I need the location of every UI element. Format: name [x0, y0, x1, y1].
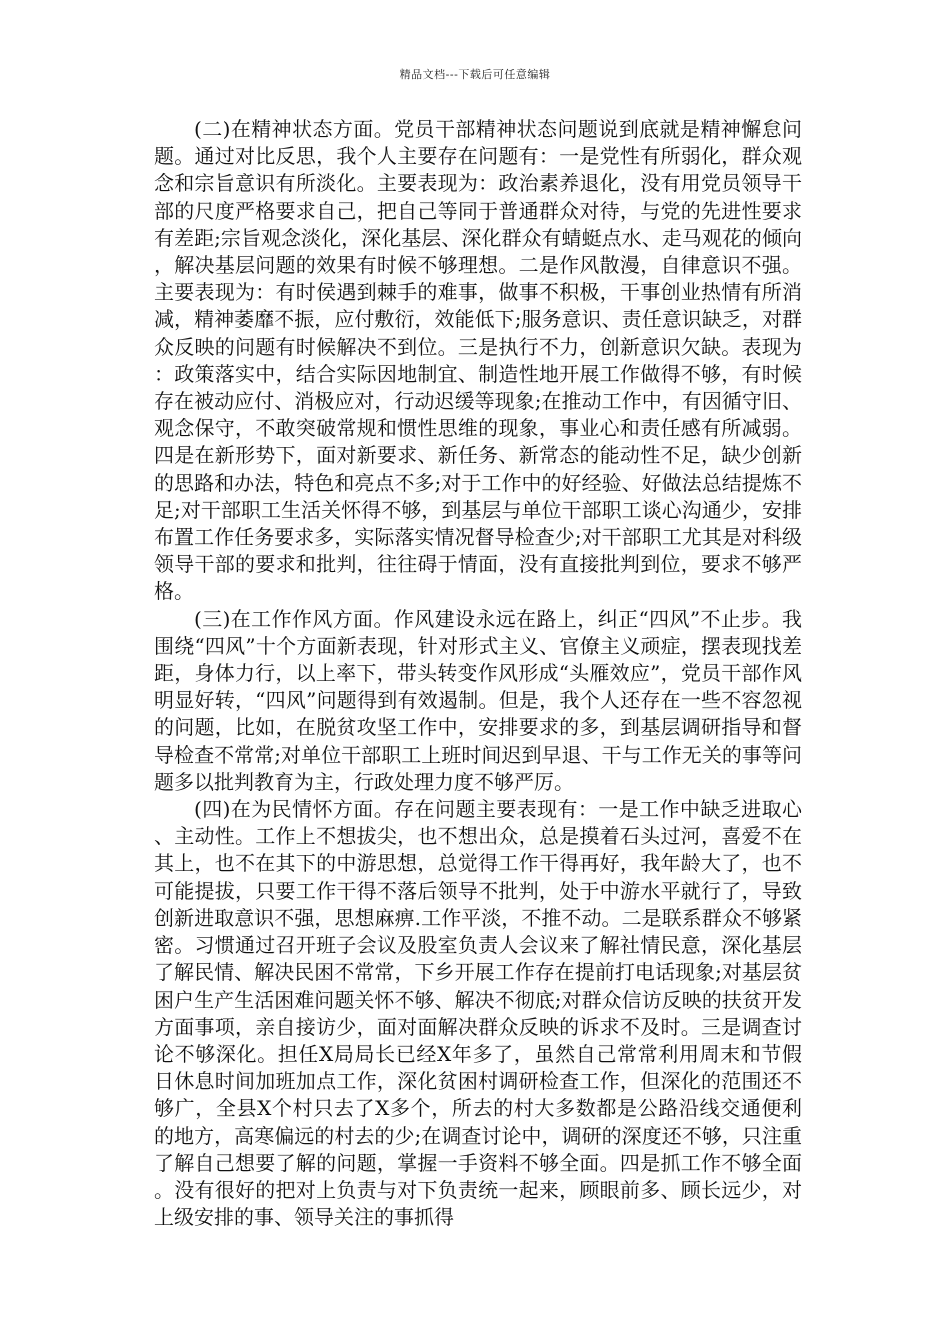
paragraph-work-style: (三)在工作作风方面。作风建设永远在路上，纠正“四风”不止步。我围绕“四风”十个方面新表现，针对形式主义、官僚主义顽症，摆表现找差距，身体力行，以上率下，带头转变作风形成“头雁效应”，党员干部作风明显好转，“四风”问题得到有效遏制。但是，我个人还存在一些不容忽视的问题，比如，在脱贫攻坚工作中，安排要求的多，到基层调研指导和督导检查不常常;对单位干部职工上班时间迟到早退、干与工作无关的事等问题多以批判教育为主，行政处理力度不够严厉。 [154, 606, 802, 794]
document-body [154, 116, 802, 1231]
paragraph-people-concern: (四)在为民情怀方面。存在问题主要表现有：一是工作中缺乏进取心、主动性。工作上不想拔尖，也不想出众，总是摸着石头过河，喜爱不在其上，也不在其下的中游思想，总觉得工作干得再好，我年龄大了，也不可能提拔，只要工作干得不落后领导不批判，处于中游水平就行了，导致创新进取意识不强，思想麻痹.工作平淡，不推不动。二是联系群众不够紧密。习惯通过召开班子会议及股室负责人会议来了解社情民意，深化基层了解民情、解决民困不常常，下乡开展工作存在提前打电话现象;对基层贫困户生产生活困难问题关怀不够、解决不彻底;对群众信访反映的扶贫开发方面事项，亲自接访少，面对面解决群众反映的诉求不及时。三是调查讨论不够深化。担任X局局长已经X年多了，虽然自己常常利用周末和节假日休息时间加班加点工作，深化贫困村调研检查工作，但深化的范围还不够广，全县X个村只去了X多个，所去的村大多数都是公路沿线交通便利的地方，高寒偏远的村去的少;在调查讨论中，调研的深度还不够，只注重了解自己想要了解的问题，掌握一手资料不够全面。四是抓工作不够全面。没有很好的把对上负责与对下负责统一起来，顾眼前多、顾长远少，对上级安排的事、领导关注的事抓得 [154, 797, 802, 1230]
page-header: 精品文档---下载后可任意编辑 [399, 68, 551, 81]
paragraph-spiritual-state: (二)在精神状态方面。党员干部精神状态问题说到底就是精神懈怠问题。通过对比反思，我个人主要存在问题有：一是党性有所弱化，群众观念和宗旨意识有所淡化。主要表现为：政治素养退化，没有用党员领导干部的尺度严格要求自己，把自己等同于普通群众对待，与党的先进性要求有差距;宗旨观念淡化，深化基层、深化群众有蜻蜓点水、走马观花的倾向，解决基层问题的效果有时候不够理想。二是作风散漫，自律意识不强。主要表现为：有时侯遇到棘手的难事，做事不积极，干事创业热情有所消减，精神萎靡不振，应付敷衍，效能低下;服务意识、责任意识缺乏，对群众反映的问题有时候解决不到位。三是执行不力，创新意识欠缺。表现为：政策落实中，结合实际因地制宜、制造性地开展工作做得不够，有时候存在被动应付、消极应对，行动迟缓等现象;在推动工作中，有因循守旧、观念保守，不敢突破常规和惯性思维的现象，事业心和责任感有所减弱。四是在新形势下，面对新要求、新任务、新常态的能动性不足，缺少创新的思路和办法，特色和亮点不多;对于工作中的好经验、好做法总结提炼不足;对干部职工生活关怀得不够，到基层与单位干部职工谈心沟通少，安排布置工作任务要求多，实际落实情况督导检查少;对干部职工尤其是对科级领导干部的要求和批判，往往碍于情面，没有直接批判到位，要求不够严格。 [154, 117, 802, 604]
